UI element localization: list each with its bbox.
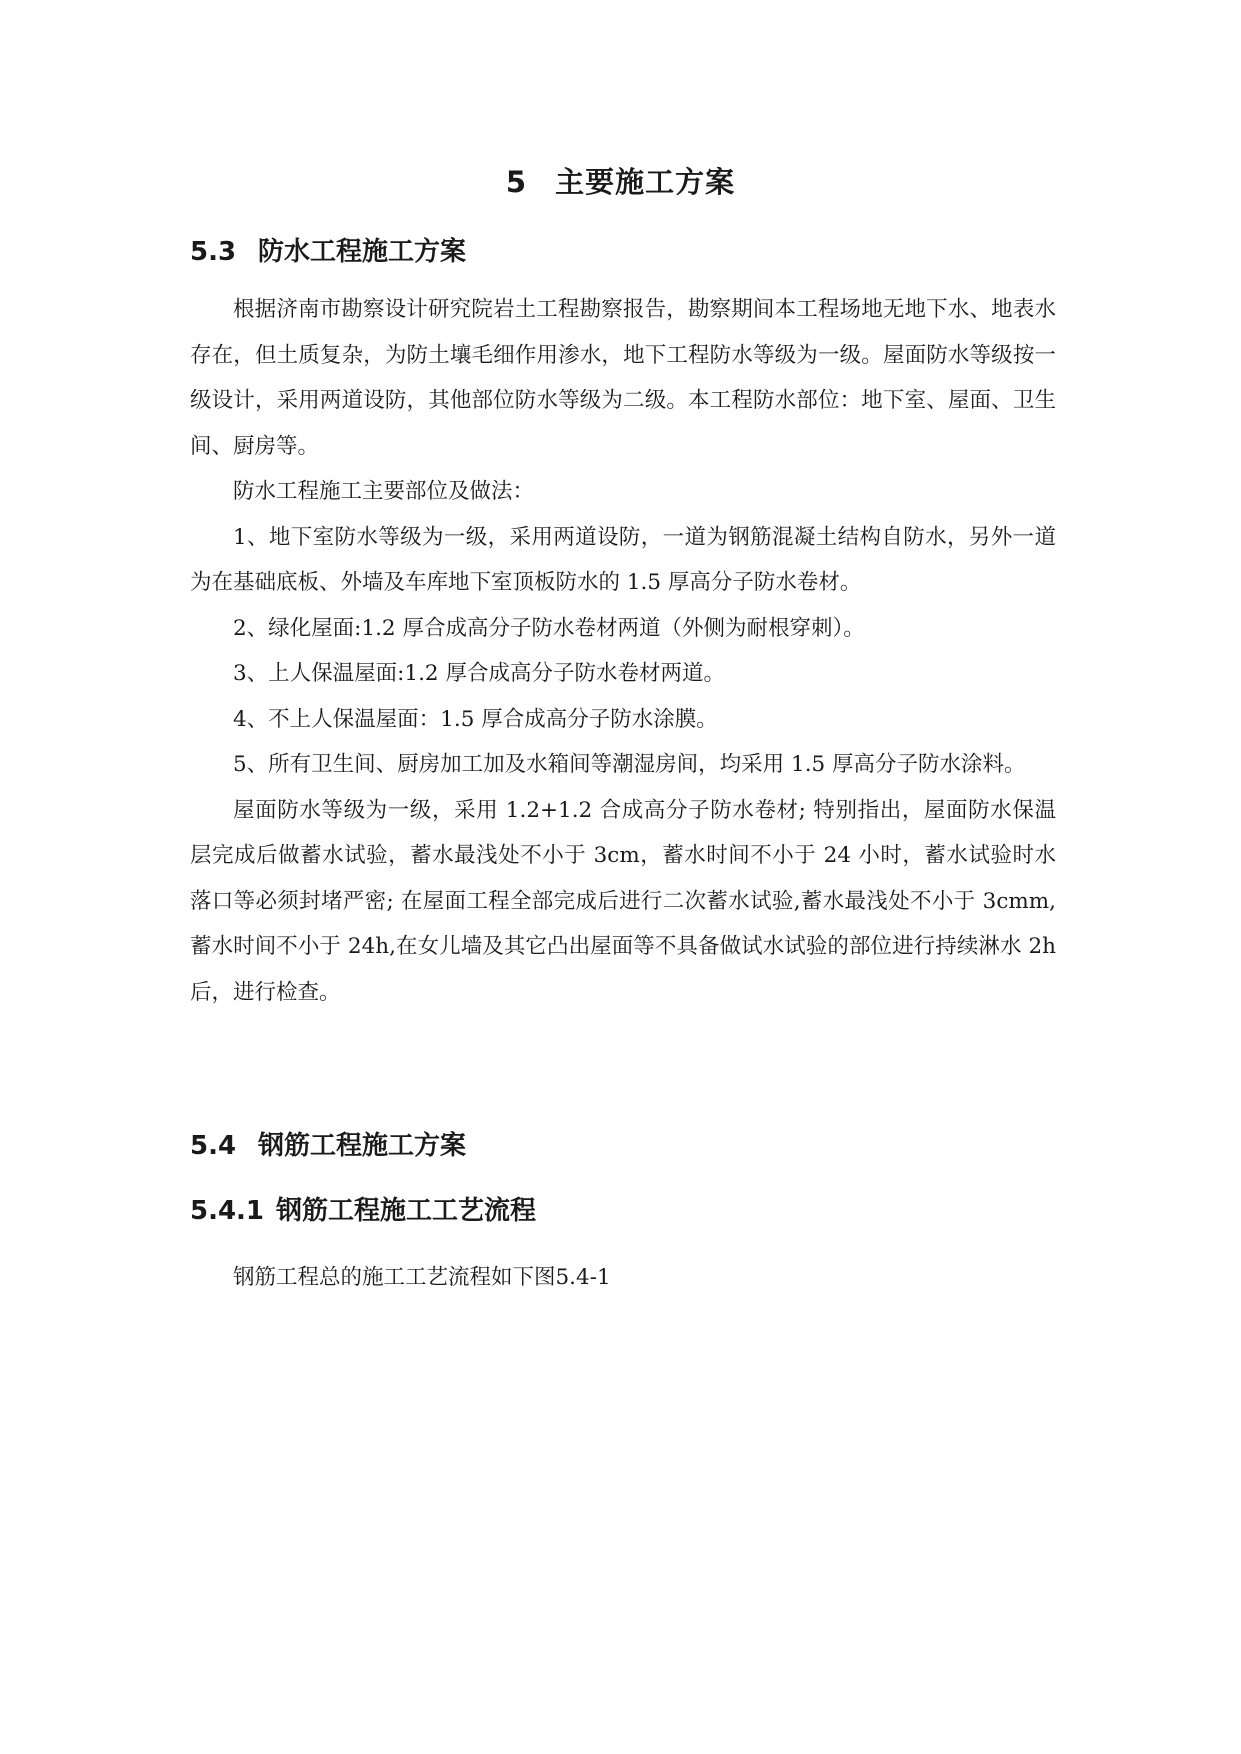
list-item: 2、绿化屋面:1.2 厚合成高分子防水卷材两道（外侧为耐根穿刺）。	[233, 615, 865, 641]
paragraph: 钢筋工程总的施工工艺流程如下图5.4-1	[233, 1265, 611, 1290]
subsection-heading-5-4-1	[190, 1190, 536, 1227]
subsection-number: 5.4.1	[190, 1196, 265, 1226]
section-5-4-1-body	[190, 1255, 1056, 1301]
section-title: 钢筋工程施工方案	[258, 1131, 467, 1161]
chapter-title	[0, 160, 1241, 201]
subsection-title: 钢筋工程施工工艺流程	[276, 1196, 537, 1226]
section-heading-5-3	[190, 231, 466, 268]
chapter-title-text: 主要施工方案	[555, 165, 736, 199]
section-title: 防水工程施工方案	[258, 237, 467, 267]
chapter-number: 5	[505, 165, 528, 199]
section-heading-5-4	[190, 1125, 466, 1162]
list-item: 1、地下室防水等级为一级，采用两道设防，一道为钢筋混凝土结构自防水，另外一道为在基础底板、外墙及车库地下室顶板防水的 1.5 厚高分子防水卷材。	[190, 524, 1056, 595]
list-item: 5、所有卫生间、厨房加工加及水箱间等潮湿房间，均采用 1.5 厚高分子防水涂料。	[233, 752, 1026, 777]
list-item: 3、上人保温屋面:1.2 厚合成高分子防水卷材两道。	[233, 661, 725, 686]
list-item: 4、不上人保温屋面：1.5 厚合成高分子防水涂膜。	[233, 706, 718, 732]
section-number: 5.4	[190, 1131, 237, 1161]
paragraph: 防水工程施工主要部位及做法：	[233, 479, 535, 504]
paragraph: 屋面防水等级为一级，采用 1.2+1.2 合成高分子防水卷材; 特别指出，屋面防水保温层完成后做蓄水试验，蓄水最浅处不小于 3cm，蓄水时间不小于 24 小时，蓄水试验时水落口等必须封堵严密; 在屋面工程全部完成后进行二次蓄水试验,蓄水最浅处不小于 3cmm,蓄水时间不小于 24h,在女儿墙及其它凸出屋面等不具备做试水试验的部位进行持续淋水 2h 后，进行检查。	[190, 797, 1056, 1005]
section-5-3-body	[190, 287, 1056, 1015]
section-number: 5.3	[190, 237, 237, 267]
paragraph: 根据济南市勘察设计研究院岩土工程勘察报告，勘察期间本工程场地无地下水、地表水存在，但土质复杂，为防土壤毛细作用渗水，地下工程防水等级为一级。屋面防水等级按一级设计，采用两道设防，其他部位防水等级为二级。本工程防水部位：地下室、屋面、卫生间、厨房等。	[190, 297, 1056, 459]
